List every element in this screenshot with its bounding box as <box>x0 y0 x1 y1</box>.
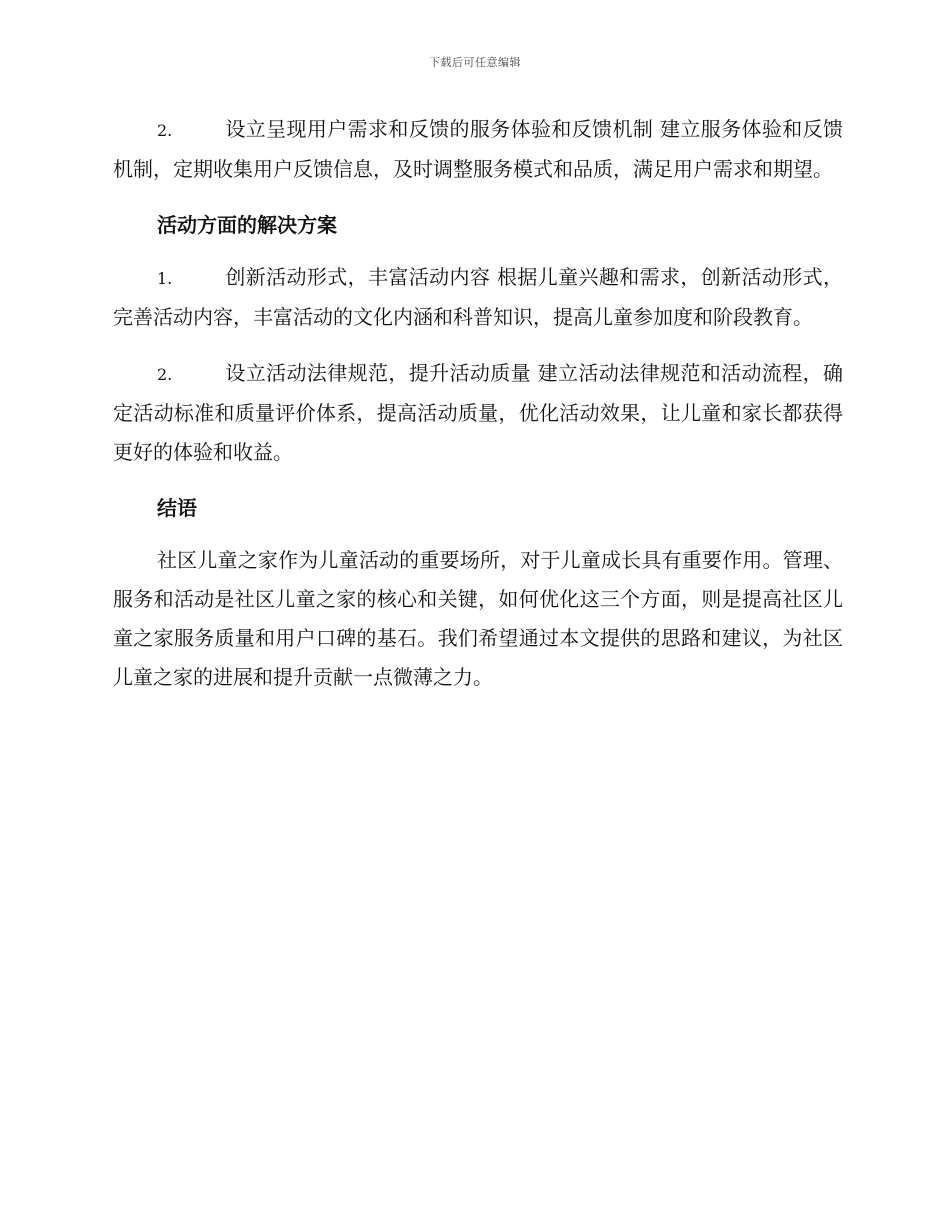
list-number: 1. <box>157 269 173 288</box>
conclusion-paragraph: 社区儿童之家作为儿童活动的重要场所，对于儿童成长具有重要作用。管理、服务和活动是社区儿童之家的核心和关键，如何优化这三个方面，则是提高社区儿童之家服务质量和用户口碑的基石。我们希望通过本文提供的思路和建议，为社区儿童之家的进展和提升贡献一点微薄之力。 <box>113 548 843 689</box>
section-heading-conclusion: 结语 <box>157 496 197 520</box>
numbered-paragraph-service-feedback <box>113 110 843 189</box>
list-number: 2. <box>157 121 173 140</box>
paragraph-text: 设立活动法律规范，提升活动质量 建立活动法律规范和活动流程，确定活动标准和质量评价体系，提高活动质量，优化活动效果，让儿童和家长都获得更好的体验和收益。 <box>113 361 843 464</box>
page-header: 下载后可任意编辑 <box>429 56 521 69</box>
section-heading-activities: 活动方面的解决方案 <box>157 213 337 237</box>
paragraph-text: 设立呈现用户需求和反馈的服务体验和反馈机制 建立服务体验和反馈机制，定期收集用户反馈信息，及时调整服务模式和品质，满足用户需求和期望。 <box>113 117 843 181</box>
paragraph-text: 创新活动形式，丰富活动内容 根据儿童兴趣和需求，创新活动形式，完善活动内容，丰富活动的文化内涵和科普知识，提高儿童参加度和阶段教育。 <box>113 265 843 329</box>
document-body <box>113 110 843 714</box>
list-number: 2. <box>157 365 173 384</box>
numbered-paragraph-activity-innovation <box>113 258 843 337</box>
numbered-paragraph-activity-regulation <box>113 354 843 472</box>
